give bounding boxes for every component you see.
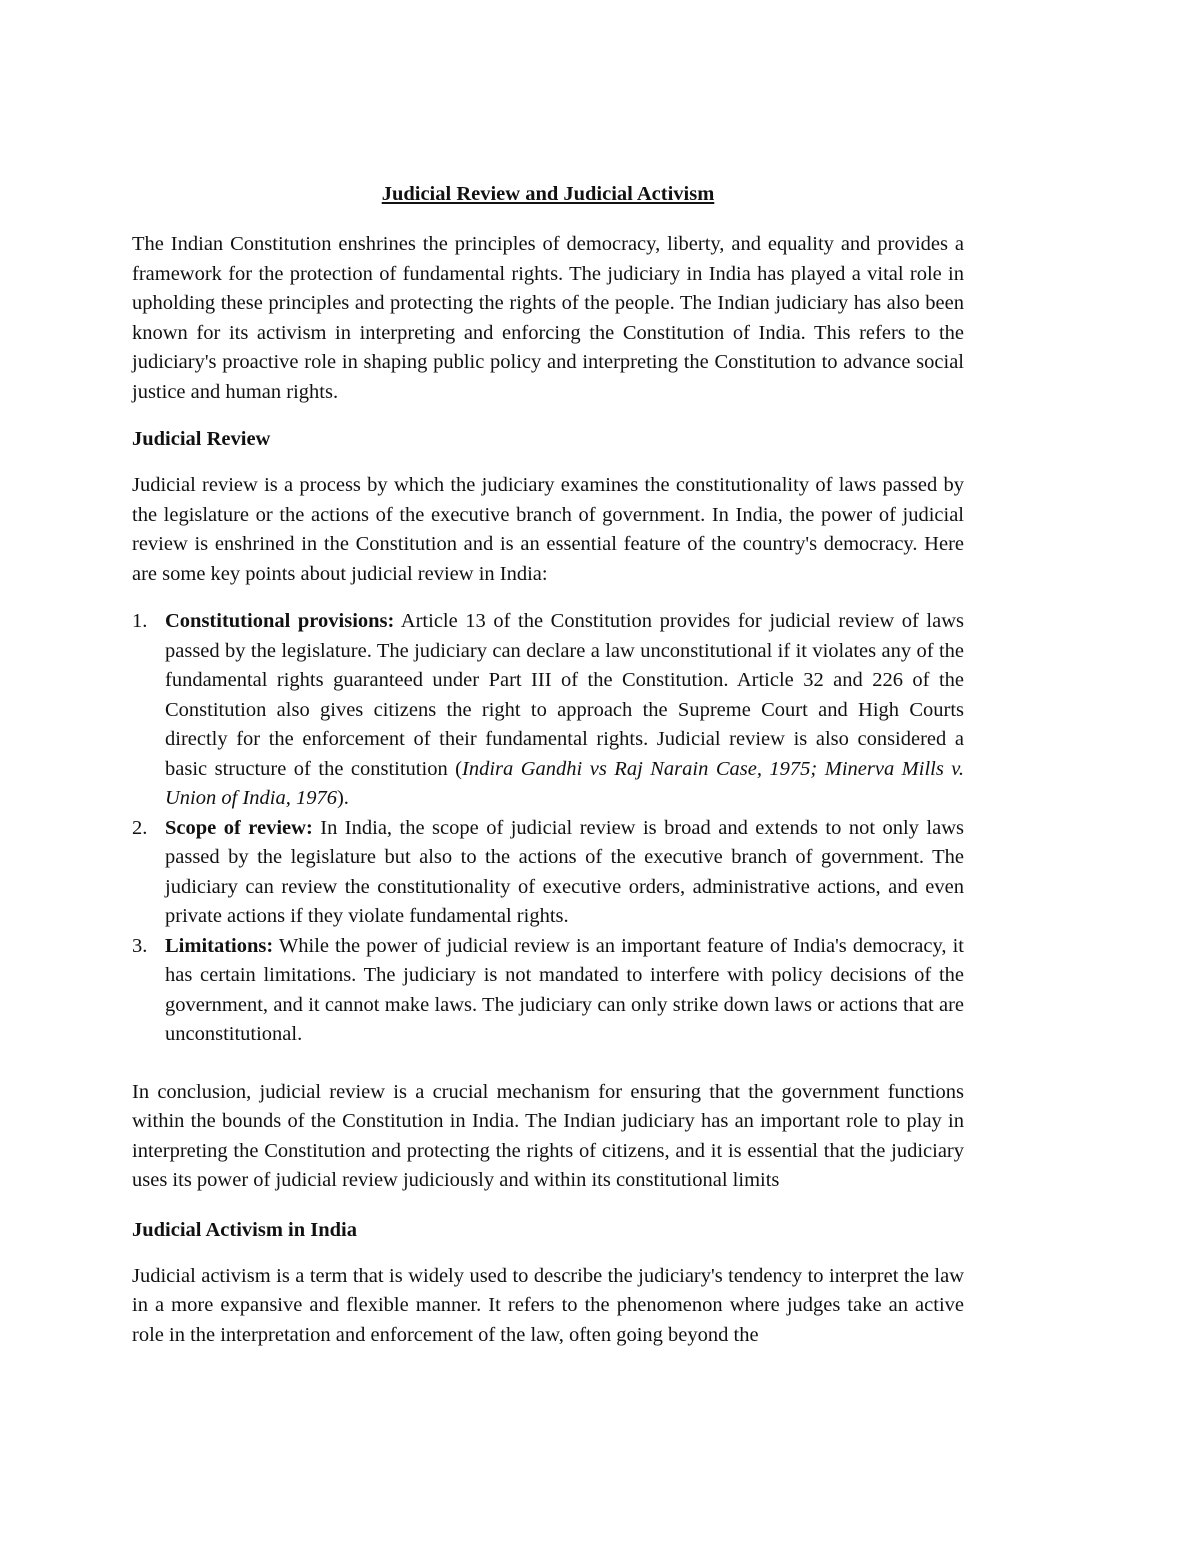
document-page xyxy=(132,178,964,1366)
judicial-review-points xyxy=(132,607,964,1050)
point-text: Article 13 of the Constitution provides for judicial review of laws passed by the legislature. The judiciary can declare a law unconstitutional if it violates any of the fundamental rights guaranteed under Part III of the Constitution. Article 32 and 226 of the Constitution also gives citizens the right to approach the Supreme Court and High Courts directly for the enforcement of their fundamental rights. Judicial review is also considered a basic structure of the constitution ( xyxy=(165,610,964,780)
document-title: Judicial Review and Judicial Activism xyxy=(381,183,715,205)
point-lead: Limitations: xyxy=(165,934,274,957)
list-item xyxy=(132,932,964,1050)
list-number: 2. xyxy=(132,816,148,839)
list-number: 3. xyxy=(132,934,148,957)
point-lead: Scope of review: xyxy=(165,816,313,839)
list-item xyxy=(132,814,964,932)
section-heading-judicial-review: Judicial Review xyxy=(132,428,271,450)
point-lead: Constitutional provisions: xyxy=(165,610,395,632)
judicial-review-intro: Judicial review is a process by which the judiciary examines the constitutionality of laws passed by the legislature or the actions of the executive branch of government. In India, the power of judicial review is enshrined in the Constitution and is an essential feature of the country's democracy. Here are some key points about judicial review in India: xyxy=(132,474,964,585)
judicial-review-conclusion: In conclusion, judicial review is a crucial mechanism for ensuring that the government functions within the bounds of the Constitution in India. The Indian judiciary has an important role to play in interpreting the Constitution and protecting the rights of citizens, and it is essential that the judiciary uses its power of judicial review judiciously and within its constitutional limits xyxy=(132,1080,964,1191)
list-number: 1. xyxy=(132,610,148,632)
intro-paragraph: The Indian Constitution enshrines the principles of democracy, liberty, and equality and provides a framework for the protection of fundamental rights. The judiciary in India has played a vital role in upholding these principles and protecting the rights of the people. The Indian judiciary has also been known for its activism in interpreting and enforcing the Constitution of India. This refers to the judiciary's proactive role in shaping public policy and interpreting the Constitution to advance social justice and human rights. xyxy=(132,233,964,403)
list-item xyxy=(132,607,964,814)
point-text: While the power of judicial review is an important feature of India's democracy, it has certain limitations. The judiciary is not mandated to interfere with policy decisions of the government, and it cannot make laws. The judiciary can only strike down laws or actions that are unconstitutional. xyxy=(165,934,964,1045)
case-citation: Indira Gandhi vs Raj Narain Case, 1975; Minerva Mills v. Union of India, 1976 xyxy=(165,757,964,809)
judicial-activism-intro: Judicial activism is a term that is widely used to describe the judiciary's tendency to interpret the law in a more expansive and flexible manner. It refers to the phenomenon where judges take an active role in the interpretation and enforcement of the law, often going beyond the xyxy=(132,1264,964,1346)
section-heading-judicial-activism: Judicial Activism in India xyxy=(132,1218,357,1241)
point-tail: ). xyxy=(336,787,349,809)
point-text: In India, the scope of judicial review is broad and extends to not only laws passed by the legislature but also to the actions of the executive branch of government. The judiciary can review the constitutionality of executive orders, administrative actions, and even private actions if they violate fundamental rights. xyxy=(165,816,964,927)
